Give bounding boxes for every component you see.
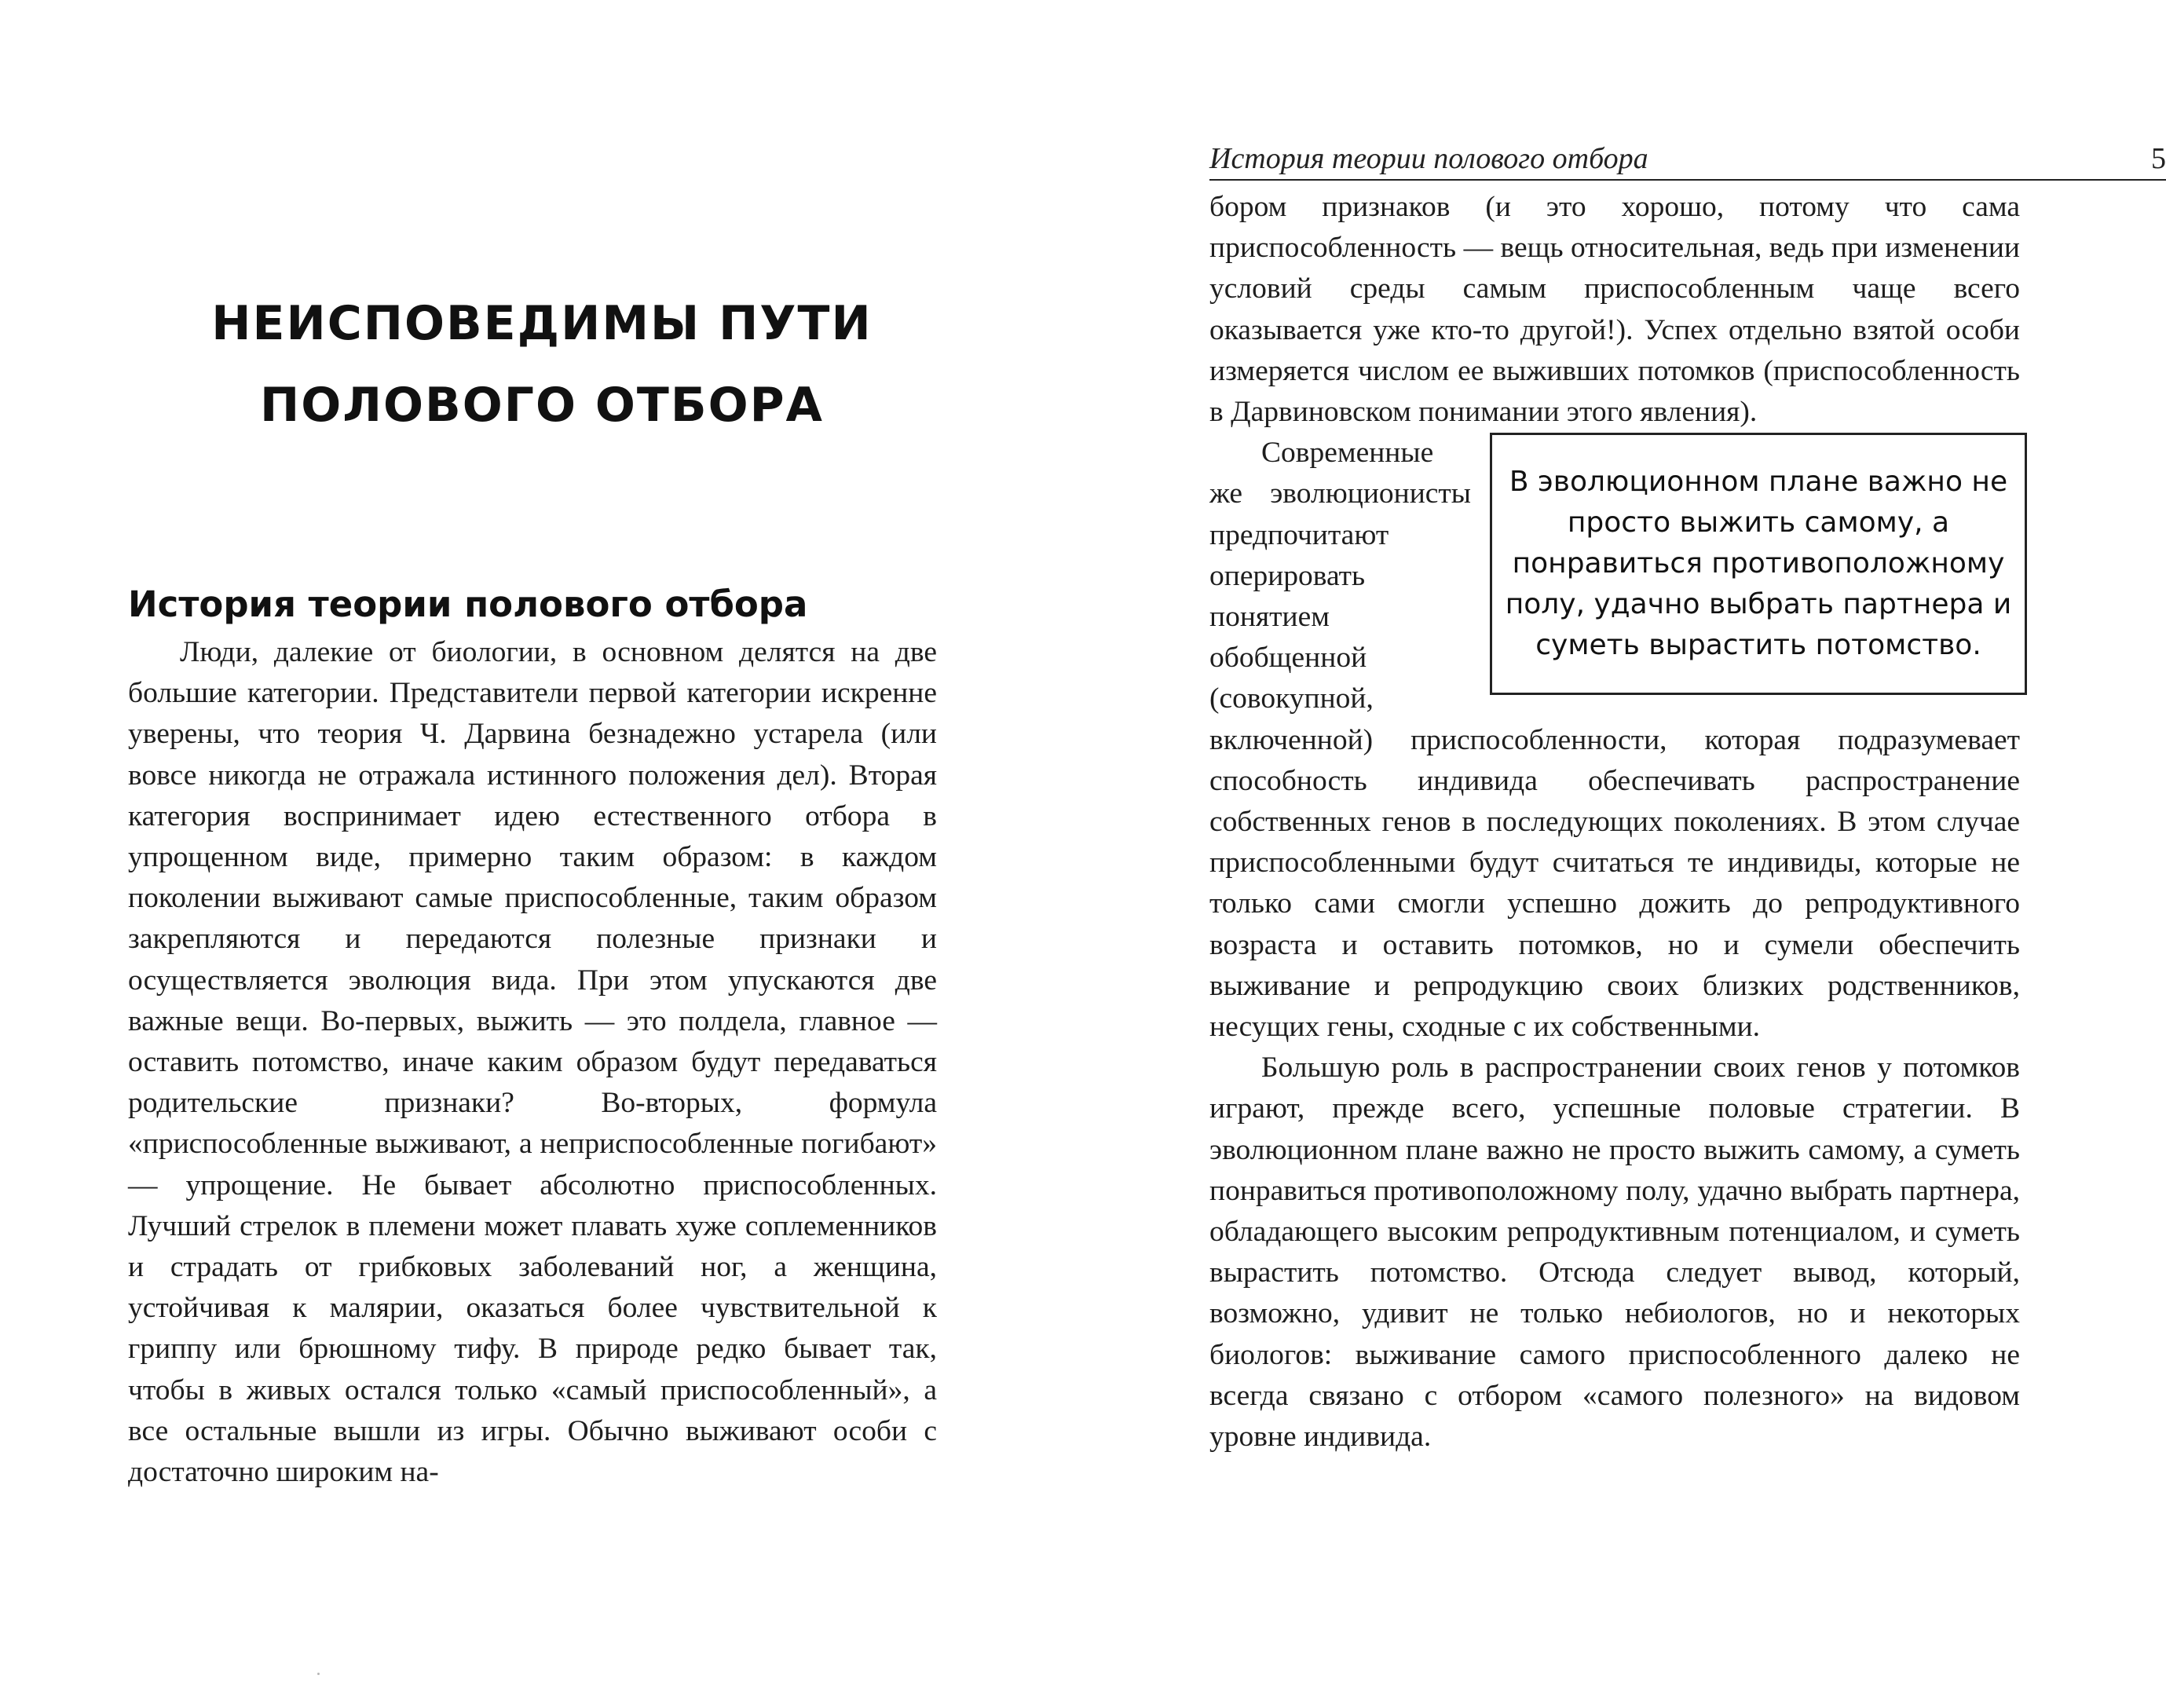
chapter-title [110,283,974,446]
chapter-title-line-1: НЕИСПОВЕДИМЫ ПУТИ [211,296,873,351]
paper-speck [317,1673,320,1675]
body-paragraph-1: бором признаков (и это хорошо, потому что сама приспособленность — вещь относительная, ведь при изменении условий среды самым приспособленным чаще всего оказывается уже кто-то другой!). Успех отдельно взятой особи измеряется числом ее выживших потомков (приспособленность в Дарвиновском понимании этого явления). [1209,191,2020,429]
callout-box: В эволюционном плане важно не просто выжить самому, а понравиться противоположному полу, удачно выбрать партнера и суметь вырастить потомство. [1490,433,2027,695]
body-paragraph-2-text: Современные же эволюционисты предпочитают оперировать понятием обобщенной (совокупной, включенной) приспособленности, которая подразумевает способность индивида обеспечивать распространение собственных генов в последующих поколениях. В этом случае приспособленными будут считаться те индивиды, которые не только сами смогли успешно дожить до репродуктивного возраста и оставить потомков, но и сумели обеспечить выживание и репродукцию своих близких родственников, несущих гены, сходные с их собственными. [1209,437,2020,1044]
running-head [1209,138,2166,181]
body-paragraph-3: Большую роль в распространении своих генов у потомков играют, прежде всего, успешные половые стратегии. В эволюционном плане важно не просто выжить самому, а суметь понравиться противоположному полу, удачно выбрать партнера, обладающего высоким репродуктивным потенциалом, и суметь вырастить потомство. Отсюда следует вывод, который, возможно, удивит не только небиологов, но и некоторых биологов: выживание самого приспособленного далеко не всегда связано с отбором «самого полезного» на видовом уровне индивида. [1209,1051,2020,1454]
chapter-title-line-2: ПОЛОВОГО ОТБОРА [259,378,824,433]
body-paragraph-2 [1209,433,2020,1048]
left-page [0,0,1063,1708]
running-head-title: История теории полового отбора [1209,142,1648,175]
section-title: История теории полового отбора [128,583,808,625]
body-paragraph: Люди, далекие от биологии, в основном делятся на две большие категории. Представители первой категории искренне уверены, что теория Ч. Дарвина безнадежно устарела (или вовсе никогда не отражала истинного положения дел). Вторая категория воспринимает идею естественного отбора в упрощенном виде, примерно таким образом: в каждом поколении выживают самые приспособленные, таким образом закрепляются и передаются полезные признаки и осуществляется эволюция вида. При этом упускаются две важные вещи. Во-первых, выжить — это полдела, главное — оставить потомство, иначе каким образом будут передаваться родительские признаки? Во-вторых, формула «приспособленные выживают, а неприспособленные погибают» — упрощение. Не бывает абсолютно приспособленных. Лучший стрелок в племени может плавать хуже соплеменников и страдать от грибковых заболеваний ног, а женщина, устойчивая к малярии, оказаться более чувствительной к гриппу или брюшному тифу. В природе редко бывает так, чтобы в живых остался только «самый приспособленный», а все остальные вышли из игры. Обычно выживают особи с достаточно широким на- [128,636,937,1489]
right-page [1063,0,2166,1708]
body-text [1209,187,2020,1457]
page-number: 5 [2151,142,2166,175]
